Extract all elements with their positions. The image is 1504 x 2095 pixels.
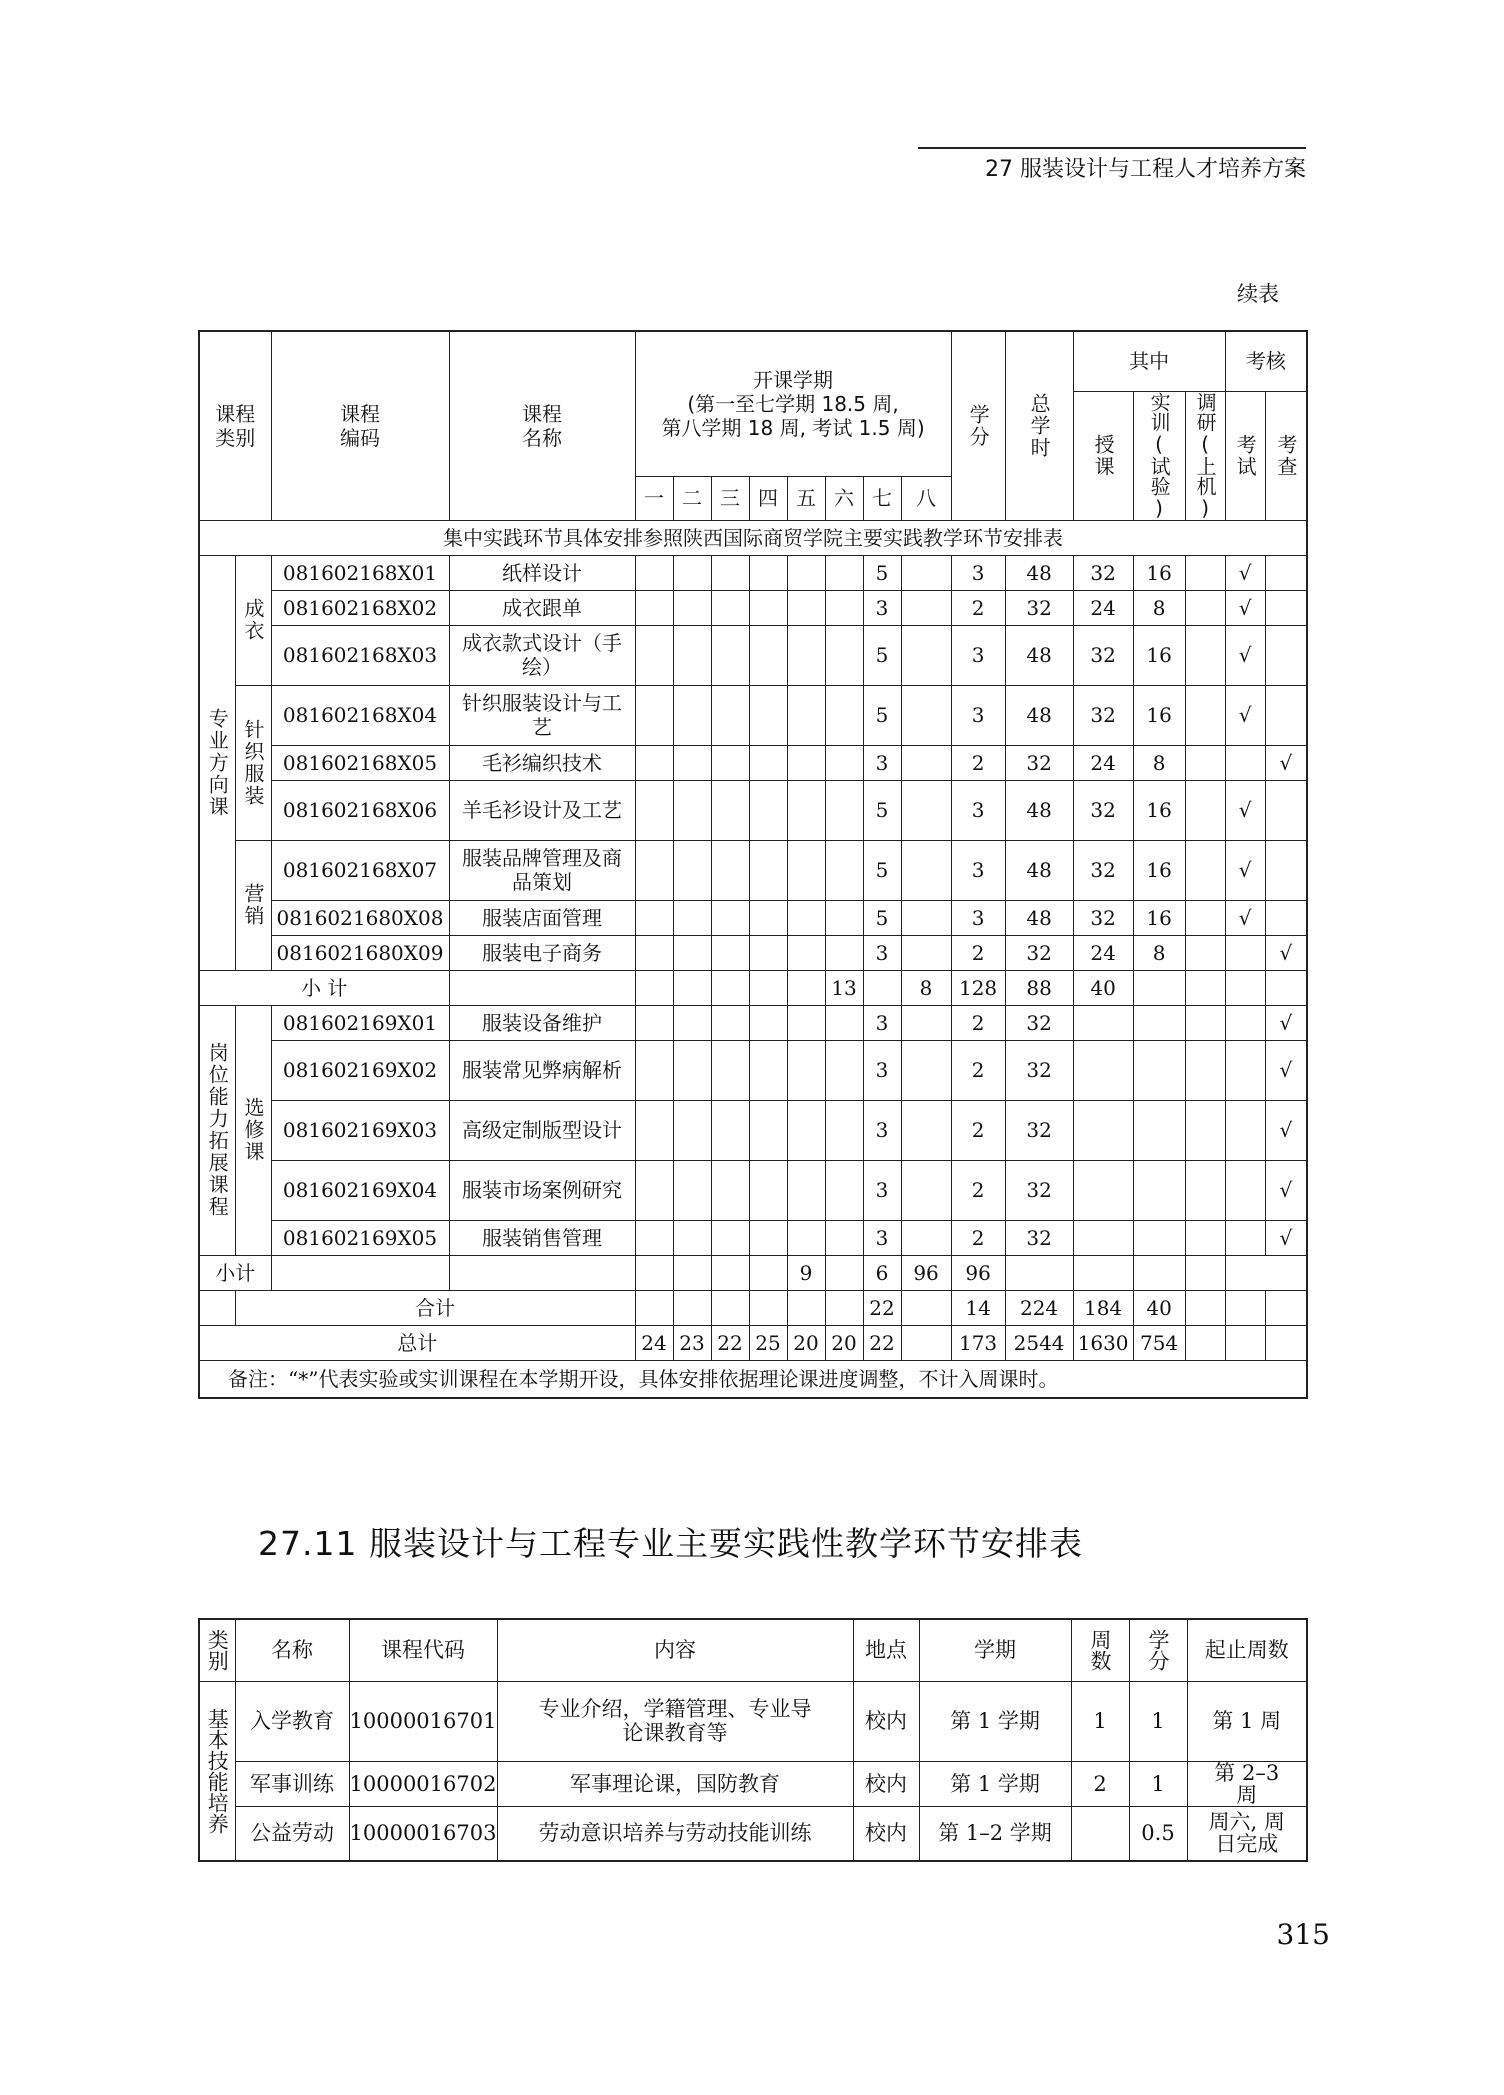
practice-span: 周六, 周日完成 [1187,1806,1307,1861]
practice-row [199,1806,1307,1861]
page-number: 315 [1276,1918,1330,1951]
sub-yingxiao [235,840,271,970]
sub-zhenzhi-text: 针织服装 [241,718,265,807]
sum-row [199,1290,1307,1325]
header-check: 考查 [1265,391,1307,520]
t2-header-term: 学期 [919,1619,1071,1681]
course-total: 32 [1005,1160,1073,1220]
course-row [199,590,1307,625]
subtotal2-s7: 9 [787,1255,825,1290]
course-credit: 2 [951,1220,1005,1255]
semester-note-1: (第一至七学期 18.5 周, [687,391,899,416]
sum-s7: 22 [863,1290,901,1325]
t2-rows [199,1681,1307,1861]
course-name: 毛衫编织技术 [449,745,635,780]
practice-code: 10000016701 [349,1681,497,1761]
course-exam: √ [1225,555,1265,590]
practice-term: 第 1 学期 [919,1761,1071,1806]
grand-s2: 23 [673,1325,711,1360]
course-name: 服装电子商务 [449,935,635,970]
course-exam: √ [1225,685,1265,745]
course-exam: √ [1225,780,1265,840]
course-lec: 32 [1073,780,1133,840]
course-code: 081602169X04 [271,1160,449,1220]
course-s7: 3 [863,1005,901,1040]
course-name: 服装销售管理 [449,1220,635,1255]
subtotal2-label: 小计 [199,1255,271,1290]
semester-note-2: 第八学期 18 周, 考试 1.5 周) [661,415,925,440]
practice-span: 第 2–3 周 [1187,1761,1307,1806]
practice-content: 劳动意识培养与劳动技能训练 [497,1806,853,1861]
practice-credits: 0.5 [1129,1806,1187,1861]
course-s7: 5 [863,685,901,745]
subtotal1-lec: 88 [1005,970,1073,1005]
grand-label: 总计 [199,1325,635,1360]
course-name: 羊毛衫设计及工艺 [449,780,635,840]
course-res [1185,625,1225,685]
course-s7: 3 [863,590,901,625]
grand-total: 2544 [1005,1325,1073,1360]
group2-label [199,1005,235,1255]
header-assessment: 考核 [1225,331,1307,391]
subtotal1-total: 128 [951,970,1005,1005]
course-prac: 16 [1133,780,1185,840]
practice-row [199,1761,1307,1806]
group2-text: 岗位能力拓展课程 [205,1042,230,1218]
practice-credits: 1 [1129,1761,1187,1806]
course-exam [1225,745,1265,780]
subtotal1-prac: 40 [1073,970,1133,1005]
course-name: 高级定制版型设计 [449,1100,635,1160]
course-code: 0816021680X08 [271,900,449,935]
header-total-hours: 总学时 [1005,331,1073,520]
course-total: 48 [1005,780,1073,840]
header-of-which: 其中 [1073,331,1225,391]
course-total: 32 [1005,935,1073,970]
sum-label: 合计 [235,1290,635,1325]
remark: 备注：“*”代表实验或实训课程在本学期开设，具体安排依据理论课进度调整，不计入周课时。 [199,1360,1307,1398]
course-credit: 3 [951,625,1005,685]
subtotal1-credit: 8 [901,970,951,1005]
course-row [199,1160,1307,1220]
course-total: 48 [1005,840,1073,900]
sum-credit: 14 [951,1290,1005,1325]
course-check [1265,625,1307,685]
header-name: 课程名称 [449,331,635,520]
course-row [199,935,1307,970]
group2-rows [199,1005,1307,1255]
practice-place: 校内 [853,1681,919,1761]
subtotal1-label: 小 计 [199,970,449,1005]
practice-term: 第 1–2 学期 [919,1806,1071,1861]
course-code: 081602168X05 [271,745,449,780]
t2-header-span: 起止周数 [1187,1619,1307,1681]
course-row [199,900,1307,935]
course-prac: 16 [1133,625,1185,685]
header-rule [918,147,1306,149]
course-row [199,1040,1307,1100]
course-name: 服装店面管理 [449,900,635,935]
group1-label [199,555,235,970]
course-total: 48 [1005,555,1073,590]
practice-span: 第 1 周 [1187,1681,1307,1761]
course-code: 0816021680X09 [271,935,449,970]
course-code: 081602168X02 [271,590,449,625]
course-s7: 5 [863,900,901,935]
practice-place: 校内 [853,1806,919,1861]
course-code: 081602168X07 [271,840,449,900]
practice-code: 10000016702 [349,1761,497,1806]
course-credit: 2 [951,1160,1005,1220]
course-res [1185,900,1225,935]
course-s7: 3 [863,1220,901,1255]
t2-group-text: 基本技能培养 [205,1707,230,1834]
course-credit: 2 [951,590,1005,625]
course-credit: 3 [951,555,1005,590]
course-check [1265,685,1307,745]
t2-header-weeks: 周数 [1071,1619,1129,1681]
practice-row [199,1681,1307,1761]
sub-elective [235,1005,271,1255]
course-credit: 2 [951,1005,1005,1040]
course-code: 081602169X02 [271,1040,449,1100]
course-row [199,745,1307,780]
course-lec: 32 [1073,555,1133,590]
practice-table [198,1618,1308,1862]
course-credit: 2 [951,1100,1005,1160]
running-header: 27 服装设计与工程人才培养方案 [985,157,1306,182]
course-check [1265,780,1307,840]
course-exam [1225,935,1265,970]
grand-credit: 173 [951,1325,1005,1360]
practice-term: 第 1 学期 [919,1681,1071,1761]
practice-name: 入学教育 [235,1681,349,1761]
course-check [1265,900,1307,935]
course-credit: 3 [951,900,1005,935]
course-check: √ [1265,1160,1307,1220]
course-total: 32 [1005,1220,1073,1255]
course-row [199,1220,1307,1255]
course-lec: 32 [1073,625,1133,685]
course-s7: 5 [863,840,901,900]
semester-4: 四 [749,476,787,520]
header-code: 课程编码 [271,331,449,520]
course-exam: √ [1225,900,1265,935]
course-code: 081602169X01 [271,1005,449,1040]
course-s7: 3 [863,1040,901,1100]
course-prac: 16 [1133,900,1185,935]
course-check [1265,840,1307,900]
course-total: 48 [1005,685,1073,745]
course-prac: 16 [1133,840,1185,900]
practice-credits: 1 [1129,1681,1187,1761]
semester-8: 八 [901,476,951,520]
group1-rows [199,555,1307,970]
subtotal2-total: 96 [901,1255,951,1290]
course-code: 081602168X01 [271,555,449,590]
course-code: 081602168X06 [271,780,449,840]
course-prac: 16 [1133,555,1185,590]
course-row [199,555,1307,590]
course-total: 32 [1005,1100,1073,1160]
course-res [1185,555,1225,590]
course-row [199,625,1307,685]
course-s7: 3 [863,1100,901,1160]
practice-weeks: 2 [1071,1761,1129,1806]
grand-s7: 22 [863,1325,901,1360]
practice-note: 集中实践环节具体安排参照陕西国际商贸学院主要实践教学环节安排表 [199,520,1307,555]
course-lec: 24 [1073,745,1133,780]
subtotal1-s7: 13 [825,970,863,1005]
grand-row [199,1325,1307,1360]
practice-content: 专业介绍，学籍管理、专业导论课教育等 [497,1681,853,1761]
subtotal2-credit: 6 [863,1255,901,1290]
course-check: √ [1265,745,1307,780]
course-credit: 3 [951,780,1005,840]
course-total: 48 [1005,625,1073,685]
practice-weeks [1071,1806,1129,1861]
course-check: √ [1265,935,1307,970]
practice-place: 校内 [853,1761,919,1806]
course-res [1185,590,1225,625]
sum-total: 224 [1005,1290,1073,1325]
course-s7: 3 [863,745,901,780]
course-name: 服装常见弊病解析 [449,1040,635,1100]
grand-prac: 754 [1133,1325,1185,1360]
sub-chengyi [235,555,271,685]
course-check: √ [1265,1220,1307,1255]
course-total: 32 [1005,1005,1073,1040]
grand-s4: 25 [749,1325,787,1360]
course-lec: 24 [1073,935,1133,970]
header-category: 课程类别 [199,331,271,520]
header-semester [635,331,951,476]
course-code: 081602169X03 [271,1100,449,1160]
sub-zhenzhi [235,685,271,840]
course-lec: 32 [1073,840,1133,900]
grand-s6: 20 [825,1325,863,1360]
course-name: 纸样设计 [449,555,635,590]
header-credits: 学分 [951,331,1005,520]
course-s7: 5 [863,555,901,590]
t2-header-name: 名称 [235,1619,349,1681]
course-res [1185,745,1225,780]
semester-7: 七 [863,476,901,520]
course-name: 服装市场案例研究 [449,1160,635,1220]
sub-yingxiao-text: 营销 [241,883,265,927]
course-prac: 16 [1133,685,1185,745]
course-check: √ [1265,1100,1307,1160]
t2-header-type: 类别 [199,1619,235,1681]
course-exam: √ [1225,590,1265,625]
course-res [1185,840,1225,900]
course-s7: 3 [863,935,901,970]
subtotal1-row [199,970,1307,1005]
course-name: 成衣款式设计（手绘） [449,625,635,685]
t2-group-label [199,1681,235,1861]
grand-lec: 1630 [1073,1325,1133,1360]
practice-content: 军事理论课，国防教育 [497,1761,853,1806]
header-research: 调研(上机) [1185,391,1225,520]
course-lec: 24 [1073,590,1133,625]
t2-header-code: 课程代码 [349,1619,497,1681]
course-credit: 3 [951,840,1005,900]
course-credit: 2 [951,1040,1005,1100]
course-res [1185,780,1225,840]
course-lec: 32 [1073,685,1133,745]
course-total: 32 [1005,590,1073,625]
semester-2: 二 [673,476,711,520]
course-code: 081602168X04 [271,685,449,745]
section-title: 27.11 服装设计与工程专业主要实践性教学环节安排表 [258,1524,1083,1563]
practice-weeks: 1 [1071,1681,1129,1761]
course-credit: 2 [951,745,1005,780]
course-check [1265,590,1307,625]
course-name: 服装品牌管理及商品策划 [449,840,635,900]
semester-1: 一 [635,476,673,520]
course-s7: 3 [863,1160,901,1220]
course-prac: 8 [1133,935,1185,970]
sub-chengyi-text: 成衣 [241,598,265,642]
sum-prac: 40 [1133,1290,1185,1325]
course-row [199,840,1307,900]
course-name: 针织服装设计与工艺 [449,685,635,745]
practice-name: 军事训练 [235,1761,349,1806]
course-code: 081602169X05 [271,1220,449,1255]
t2-header-place: 地点 [853,1619,919,1681]
course-total: 32 [1005,1040,1073,1100]
header-lecture: 授课 [1073,391,1133,520]
sum-lec: 184 [1073,1290,1133,1325]
course-total: 32 [1005,745,1073,780]
course-exam: √ [1225,625,1265,685]
t2-header-content: 内容 [497,1619,853,1681]
header-exam: 考试 [1225,391,1265,520]
course-credit: 3 [951,685,1005,745]
course-table [198,330,1308,1399]
course-s7: 5 [863,780,901,840]
t2-header-credits: 学分 [1129,1619,1187,1681]
course-row [199,780,1307,840]
course-s7: 5 [863,625,901,685]
course-res [1185,935,1225,970]
practice-code: 10000016703 [349,1806,497,1861]
header-practice: 实训(试验) [1133,391,1185,520]
course-prac: 8 [1133,745,1185,780]
course-check: √ [1265,1040,1307,1100]
subtotal2-row [199,1255,1307,1290]
sub-elective-text: 选修课 [241,1097,265,1163]
subtotal2-lec: 96 [951,1255,1005,1290]
semester-3: 三 [711,476,749,520]
course-row [199,1100,1307,1160]
grand-s5: 20 [787,1325,825,1360]
semester-6: 六 [825,476,863,520]
group1-text: 专业方向课 [205,707,230,818]
course-name: 服装设备维护 [449,1005,635,1040]
course-res [1185,685,1225,745]
course-code: 081602168X03 [271,625,449,685]
semester-title: 开课学期 [753,367,834,392]
course-row [199,1005,1307,1040]
practice-name: 公益劳动 [235,1806,349,1861]
course-exam: √ [1225,840,1265,900]
semester-5: 五 [787,476,825,520]
course-check [1265,555,1307,590]
course-row [199,685,1307,745]
grand-s3: 22 [711,1325,749,1360]
course-prac: 8 [1133,590,1185,625]
course-lec: 32 [1073,900,1133,935]
course-total: 48 [1005,900,1073,935]
continued-label: 续表 [1237,282,1279,306]
grand-s1: 24 [635,1325,673,1360]
course-name: 成衣跟单 [449,590,635,625]
course-check: √ [1265,1005,1307,1040]
course-credit: 2 [951,935,1005,970]
